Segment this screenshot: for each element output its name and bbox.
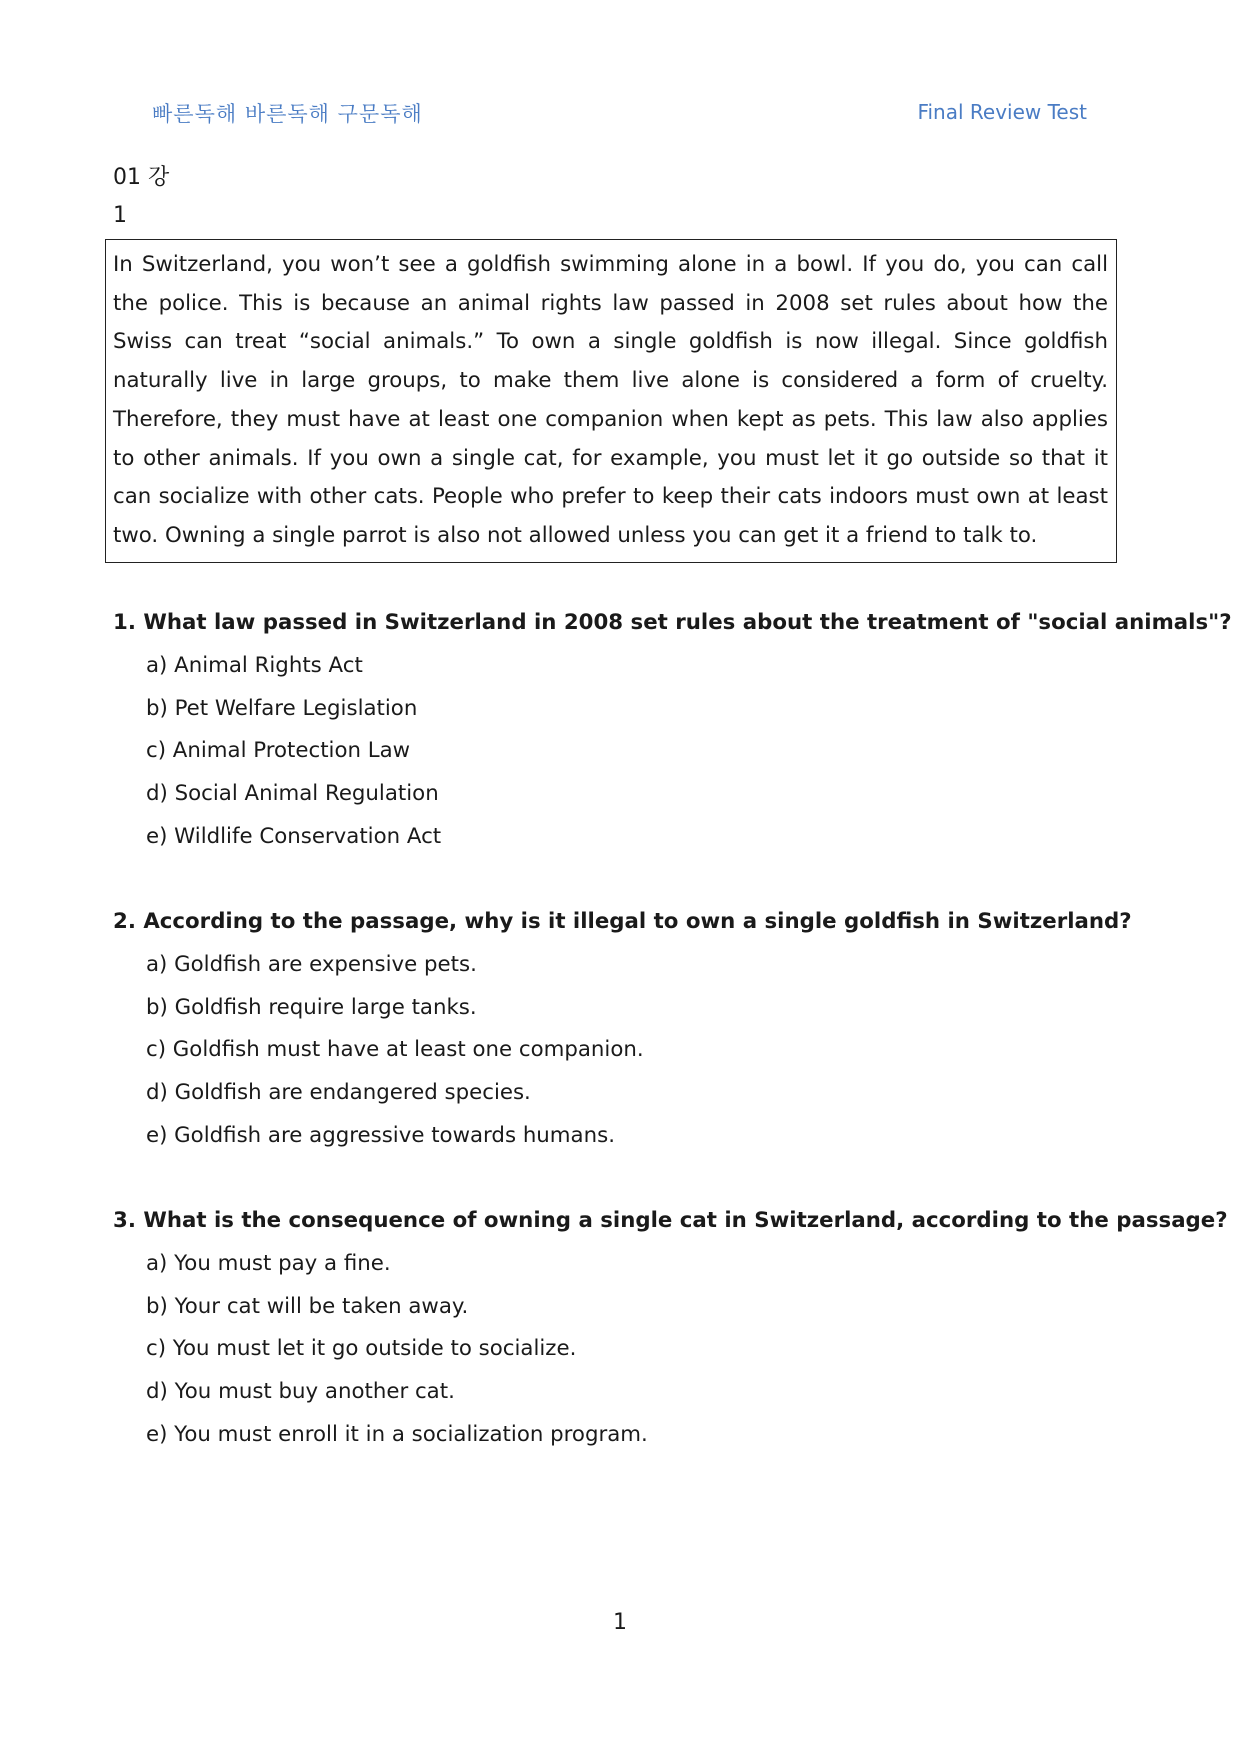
option-a: a) Animal Rights Act — [146, 653, 363, 678]
question-2 — [113, 907, 1133, 1163]
option-b: b) Goldfish require large tanks. — [146, 994, 477, 1020]
item-number: 1 — [113, 203, 127, 228]
option-list — [146, 651, 1133, 864]
option-b: b) Your cat will be taken away. — [146, 1293, 469, 1319]
page-number: 1 — [613, 1610, 627, 1635]
question-1 — [113, 608, 1232, 864]
option-a: a) You must pay a fine. — [146, 1251, 391, 1276]
option-e: e) You must enroll it in a socialization program. — [146, 1421, 648, 1447]
option-d: d) Social Animal Regulation — [146, 781, 439, 807]
series-title: 빠른독해 바른독해 구문독해 — [152, 102, 423, 126]
option-d: d) Goldfish are endangered species. — [146, 1080, 531, 1106]
option-b: b) Pet Welfare Legislation — [146, 695, 418, 721]
question-text: 2. According to the passage, why is it illegal to own a single goldfish in Switzerland? — [113, 909, 1132, 934]
option-e: e) Wildlife Conservation Act — [146, 823, 442, 849]
question-text: 3. What is the consequence of owning a single cat in Switzerland, according to the passage? — [113, 1208, 1228, 1233]
option-d: d) You must buy another cat. — [146, 1379, 455, 1405]
question-3 — [113, 1206, 1228, 1462]
option-a: a) Goldfish are expensive pets. — [146, 952, 477, 977]
option-e: e) Goldfish are aggressive towards humans. — [146, 1122, 615, 1148]
test-title: Final Review Test — [917, 100, 1087, 124]
option-list — [146, 1249, 1133, 1462]
lesson-label: 01 강 — [113, 165, 170, 190]
option-c: c) You must let it go outside to socialize. — [146, 1336, 577, 1362]
option-list — [146, 950, 1133, 1163]
question-text: 1. What law passed in Switzerland in 2008 set rules about the treatment of "social animals"? — [113, 610, 1232, 635]
option-c: c) Animal Protection Law — [146, 738, 411, 764]
reading-passage: In Switzerland, you won’t see a goldfish swimming alone in a bowl. If you do, you can call the police. This is because an animal rights law passed in 2008 set rules about how the Swiss can treat “social animals.” To own a single goldfish is now illegal. Since goldfish naturally live in large groups, to make them live alone is considered a form of cruelty. Therefore, they must have at least one companion when kept as pets. This law also applies to other animals. If you own a single cat, for example, you must let it go outside so that it can socialize with other cats. People who prefer to keep their cats indoors must own at least two. Owning a single parrot is also not allowed unless you can get it a friend to talk to. — [105, 239, 1117, 563]
option-c: c) Goldfish must have at least one companion. — [146, 1037, 644, 1063]
